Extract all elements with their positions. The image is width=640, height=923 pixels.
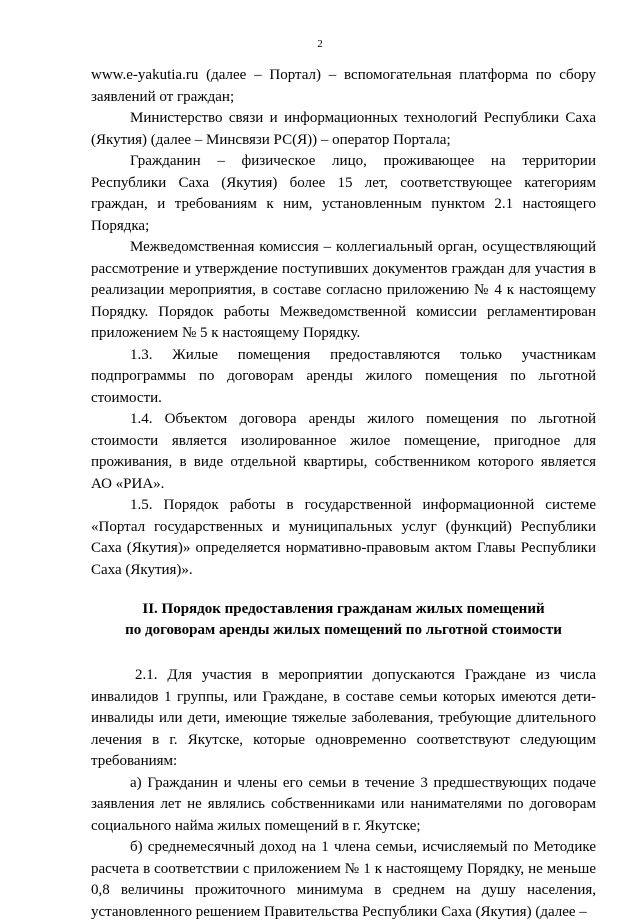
paragraph-1-3: 1.3. Жилые помещения предоставляются только участникам подпрограммы по договорам аренды жилого помещения по льготной стоимости. (91, 346, 596, 406)
paragraph-1-5: 1.5. Порядок работы в государственной информационной системе «Портал государственных и муниципальных услуг (функций) Республики Саха (Якутия)» определяется нормативно-правовым актом Главы Республики Саха (Якутия)». (91, 497, 596, 578)
paragraph-portal-definition: www.e-yakutia.ru (далее – Портал) – вспомогательная платформа по сбору заявлений от граждан; (91, 67, 596, 105)
paragraph-1-4: 1.4. Объектом договора аренды жилого помещения по льготной стоимости является изолированное жилое помещение, пригодное для проживания, в виде отдельной квартиры, собственником которого является АО «РИА». (91, 411, 596, 492)
paragraph-item-a: а) Гражданин и члены его семьи в течение 3 предшествующих подаче заявления лет не являлись собственниками или нанимателями по договорам социального найма жилых помещений в г. Якутске; (91, 774, 596, 834)
paragraph-commission-definition: Межведомственная комиссия – коллегиальный орган, осуществляющий рассмотрение и утверждение поступивших документов граждан для участия в реализации мероприятия, в составе согласно приложению № 4 к настоящему Порядку. Порядок работы Межведомственной комиссии регламентирован приложением № 5 к настоящему Порядку. (91, 239, 596, 341)
document-body (91, 65, 596, 923)
page-number: 2 (317, 38, 323, 50)
paragraph-citizen-definition: Гражданин – физическое лицо, проживающее на территории Республики Саха (Якутия) более 15 лет, соответствующее категориям граждан, и требованиям к ним, установленным пунктом 2.1 настоящего Порядка; (91, 153, 596, 234)
section-heading-line-1: II. Порядок предоставления гражданам жилых помещений (142, 601, 545, 617)
paragraph-ministry-definition: Министерство связи и информационных технологий Республики Саха (Якутия) (далее – Минсвязи РС(Я)) – оператор Портала; (91, 110, 596, 148)
paragraph-item-b: б) среднемесячный доход на 1 члена семьи, исчисляемый по Методике расчета в соответствии с приложением № 1 к настоящему Порядку, не меньше 0,8 величины прожиточного минимума в среднем на душу населения, установленного решением Правительства Республики Саха (Якутия) (далее – (91, 839, 596, 920)
paragraph-2-1: 2.1. Для участия в мероприятии допускаются Граждане из числа инвалидов 1 группы, или Граждане, в составе семьи которых имеются дети-инвалиды или дети, имеющие тяжелые заболевания, требующие длительного лечения в г. Якутске, которые одновременно соответствуют следующим требованиям: (91, 667, 596, 769)
section-heading (91, 599, 596, 641)
section-heading-line-2: по договорам аренды жилых помещений по льготной стоимости (125, 622, 562, 638)
